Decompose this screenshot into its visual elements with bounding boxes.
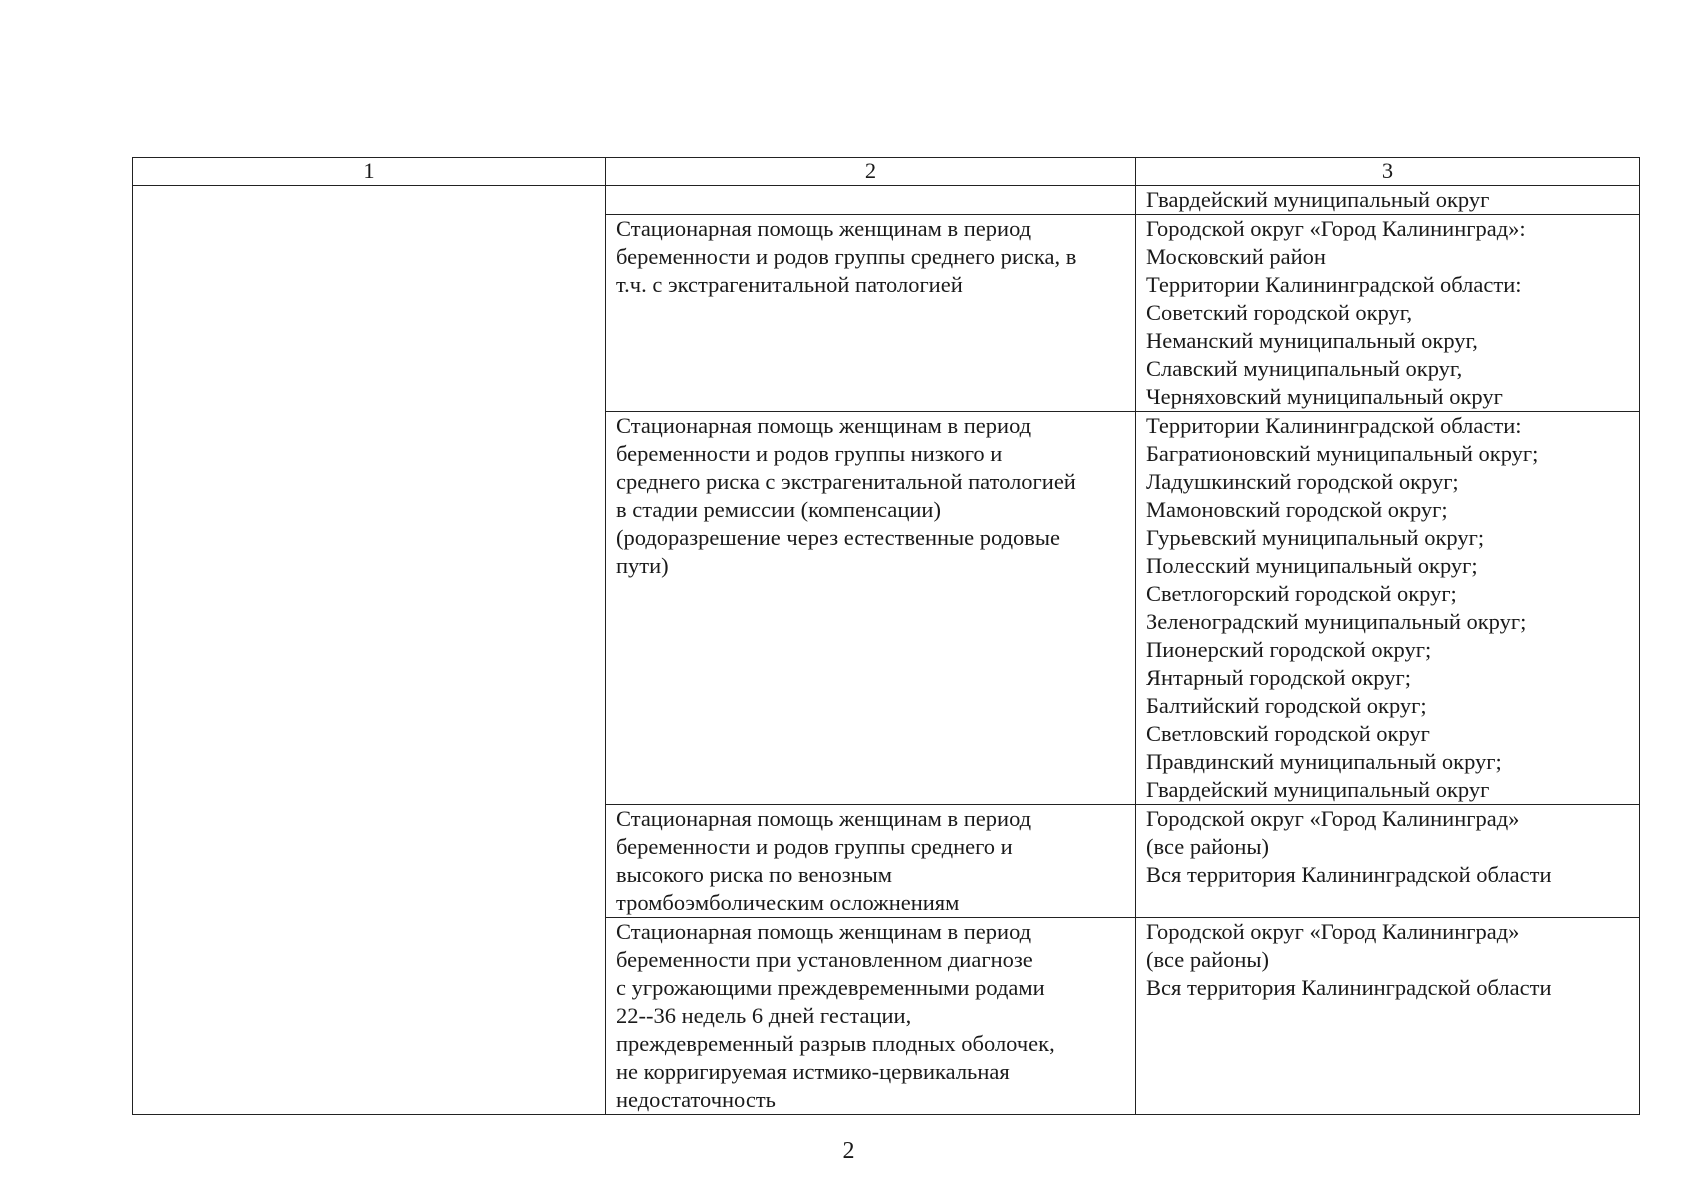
cell-line: Гвардейский муниципальный округ — [1146, 187, 1490, 212]
cell-line: Территории Калининградской области: — [1146, 413, 1522, 438]
cell-line: (родоразрешение через естественные родовые — [616, 525, 1061, 550]
table-row — [133, 186, 1640, 215]
cell-line: (все районы) — [1146, 947, 1270, 972]
cell-line: Гурьевский муниципальный округ; — [1146, 525, 1485, 550]
territory-cell — [1136, 918, 1640, 1115]
cell-line: Неманский муниципальный округ, — [1146, 328, 1478, 353]
cell-line: тромбоэмболическим осложнениям — [616, 890, 960, 915]
cell-line: Черняховский муниципальный округ — [1146, 384, 1503, 409]
territory-cell — [1136, 805, 1640, 918]
column-1-cell — [133, 186, 606, 1115]
cell-line: Багратионовский муниципальный округ; — [1146, 441, 1539, 466]
cell-line: Стационарная помощь женщинам в период — [616, 216, 1032, 241]
column-header-2: 2 — [606, 158, 1136, 186]
cell-line: Московский район — [1146, 244, 1326, 269]
routing-table — [132, 157, 1640, 1115]
cell-line: Стационарная помощь женщинам в период — [616, 919, 1032, 944]
cell-line: Правдинский муниципальный округ; — [1146, 749, 1502, 774]
cell-line: беременности и родов группы среднего риска, в — [616, 244, 1077, 269]
cell-line: не корригируемая истмико-цервикальная — [616, 1059, 1010, 1084]
cell-line: Вся территория Калининградской области — [1146, 975, 1552, 1000]
cell-line: Светловский городской округ — [1146, 721, 1430, 746]
cell-line: Мамоновский городской округ; — [1146, 497, 1448, 522]
cell-line: Стационарная помощь женщинам в период — [616, 413, 1032, 438]
cell-line: среднего риска с экстрагенитальной патологией — [616, 469, 1076, 494]
cell-line: Советский городской округ, — [1146, 300, 1413, 325]
cell-line: пути) — [616, 553, 669, 578]
cell-line: недостаточность — [616, 1087, 776, 1112]
cell-line: Городской округ «Город Калининград»: — [1146, 216, 1526, 241]
cell-line: в стадии ремиссии (компенсации) — [616, 497, 941, 522]
cell-line: преждевременный разрыв плодных оболочек, — [616, 1031, 1055, 1056]
table-header-row — [133, 158, 1640, 186]
cell-line: Светлогорский городской округ; — [1146, 581, 1457, 606]
cell-line: Балтийский городской округ; — [1146, 693, 1427, 718]
service-cell — [606, 186, 1136, 215]
cell-line: беременности при установленном диагнозе — [616, 947, 1033, 972]
cell-line: Гвардейский муниципальный округ — [1146, 777, 1490, 802]
cell-line: Городской округ «Город Калининград» — [1146, 919, 1520, 944]
cell-line: т.ч. с экстрагенитальной патологией — [616, 272, 963, 297]
cell-line: Территории Калининградской области: — [1146, 272, 1522, 297]
service-cell — [606, 805, 1136, 918]
cell-line: Городской округ «Город Калининград» — [1146, 806, 1520, 831]
column-header-3: 3 — [1136, 158, 1640, 186]
cell-line: высокого риска по венозным — [616, 862, 893, 887]
cell-line: Ладушкинский городской округ; — [1146, 469, 1459, 494]
cell-line: беременности и родов группы среднего и — [616, 834, 1013, 859]
cell-line: Вся территория Калининградской области — [1146, 862, 1552, 887]
service-cell — [606, 215, 1136, 412]
cell-line: Стационарная помощь женщинам в период — [616, 806, 1032, 831]
territory-cell — [1136, 215, 1640, 412]
cell-line: 22--36 недель 6 дней гестации, — [616, 1003, 912, 1028]
cell-line: Славский муниципальный округ, — [1146, 356, 1463, 381]
cell-line: Пионерский городской округ; — [1146, 637, 1432, 662]
cell-line: Зеленоградский муниципальный округ; — [1146, 609, 1527, 634]
cell-line: (все районы) — [1146, 834, 1270, 859]
territory-cell — [1136, 186, 1640, 215]
service-cell — [606, 918, 1136, 1115]
page-number: 2 — [842, 1138, 855, 1164]
cell-line: с угрожающими преждевременными родами — [616, 975, 1045, 1000]
column-header-1: 1 — [133, 158, 606, 186]
table-body — [133, 186, 1640, 1115]
cell-line: беременности и родов группы низкого и — [616, 441, 1003, 466]
cell-line: Янтарный городской округ; — [1146, 665, 1411, 690]
cell-line: Полесский муниципальный округ; — [1146, 553, 1478, 578]
service-cell — [606, 412, 1136, 805]
territory-cell — [1136, 412, 1640, 805]
